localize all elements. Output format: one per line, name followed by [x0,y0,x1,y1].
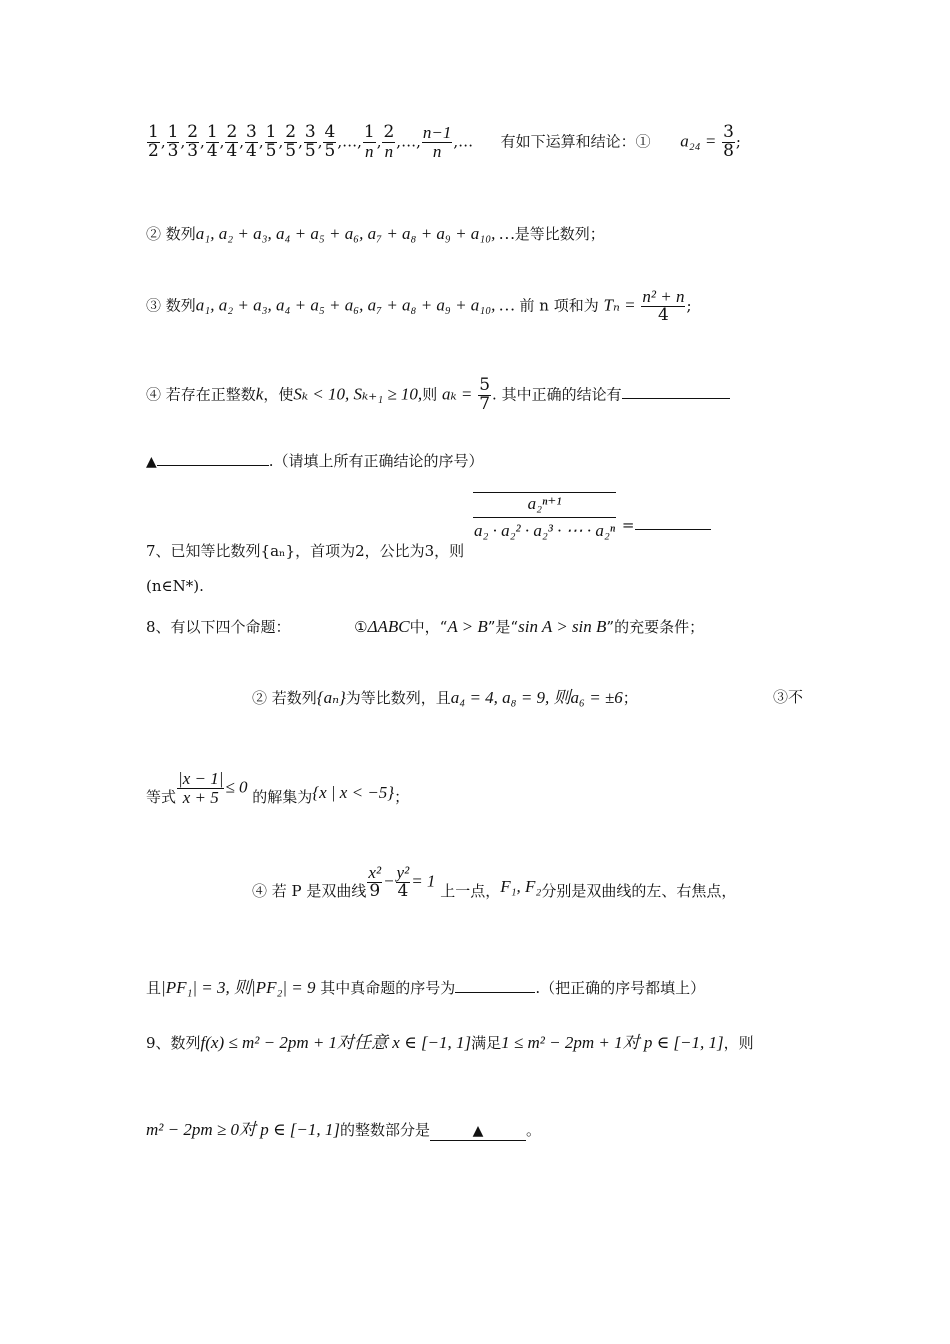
fraction: $\frac{n-1}{n}$ [422,123,452,161]
p4-n2: y² [396,863,410,882]
p4-b: 上一点， [440,882,501,901]
c2-seq: a₁, a₂ + a₃, a₄ + a₅ + a₆, a₇ + a₈ + a₉ + a₁₀, … [195,224,515,243]
c4-prefix: ④ 若存在正整数 [146,385,256,404]
fraction: $\frac{2}{4}$ [226,122,238,161]
p1-c: A > B [447,617,488,636]
answer-blank[interactable] [157,465,269,466]
p1-b: 中，“ [409,618,448,636]
fraction-5-7 [478,377,491,414]
question-7 [146,492,711,560]
question-8 [146,617,704,637]
p2-a: ② 若数列 [252,689,317,707]
triangle-icon: ▲ [146,454,157,470]
p3-fraction [177,770,224,807]
p3-num: |x − 1| [178,769,224,788]
answer-blank[interactable] [430,1121,526,1141]
seq-end: ,… [453,132,474,151]
answer-blank[interactable] [635,529,711,530]
p2-d: ； [622,689,638,707]
conclusion-4 [146,377,730,414]
c1-label: a₂₄ = [680,131,717,151]
p2-seq: {aₙ} [316,688,346,707]
p2-b: 为等比数列，且 [345,689,451,707]
q7-text: 7、已知等比数列{aₙ}，首项为2，公比为3，则 [146,541,465,560]
proposition-2 [252,688,638,708]
q9-h: 。 [526,1121,542,1139]
q7-domain: (n∈N*). [146,577,204,595]
p1-a: ① [354,618,368,636]
fraction: $\frac{3}{5}$ [304,122,316,161]
question-9 [146,1033,754,1053]
p4-eq: = 1 [411,871,436,891]
p1-d: ”是“ [487,618,519,636]
c4-den: 7 [479,393,491,414]
q7-eq: = [621,515,635,534]
intro-text: 有如下运算和结论：① [500,132,651,151]
p4-frac-y [396,864,411,901]
c3-end: ; [686,296,692,315]
proposition-4 [252,864,736,901]
triangle-icon: ▲ [472,1123,484,1139]
p4-h: .（把正确的序号都填上） [535,979,706,997]
p4-n1: x² [368,863,382,882]
p1-tri: ΔABC [367,617,410,636]
c3-den: 4 [658,304,669,325]
fraction: $\frac{1}{2}$ [148,122,159,161]
q7-den: a₂ · a₂² · a₂³ · ⋯ · a₂ⁿ [473,520,616,540]
answer-blank[interactable] [455,992,535,993]
p4-d2: 4 [397,880,409,901]
question-9-cont [146,1120,541,1141]
conclusion-3 [146,288,692,325]
conclusion-tail [146,452,484,471]
c3-num: n² + n [642,287,685,306]
c4-then: 则 [422,385,438,404]
p3-b: 等式 [146,788,177,807]
c4-suffix: . 其中正确的结论有 [492,385,622,404]
q7-num: a₂ⁿ⁺¹ [473,492,616,518]
conclusion-2 [146,224,605,244]
q9-f: m² − 2pm ≥ 0对 p ∈ [−1, 1] [146,1120,340,1139]
c4-mid: ，使 [263,385,294,404]
q7-domain-line [146,577,204,595]
answer-blank[interactable] [622,398,730,399]
p4-e: 且 [146,979,162,997]
c1-end: ; [735,132,741,151]
fraction: $\frac{2}{5}$ [285,122,297,161]
fraction: $\frac{1}{3}$ [167,122,179,161]
p4-g: 其中真命题的序号为 [320,979,456,997]
q9-e: ，则 [723,1034,754,1052]
p3-set: {x | x < −5} [312,783,395,803]
seq-tail: ,…, [337,132,362,151]
q9-b: f(x) ≤ m² − 2pm + 1对任意 x ∈ [−1, 1] [200,1033,472,1052]
p2-c: a₄ = 4, a₈ = 9, 则a₆ = ±6 [450,688,623,707]
p3-c: 的解集为 [252,788,313,807]
fraction: $\frac{4}{5}$ [324,122,336,161]
p4-a: ④ 若 P 是双曲线 [252,882,367,901]
c4-num: 5 [479,375,491,395]
c2-suffix: 是等比数列； [514,225,605,243]
c3-prefix: ③ 数列 [146,296,196,315]
proposition-4-cont [146,978,705,998]
fraction: $\frac{3}{4}$ [246,122,257,161]
p4-f: |PF₁| = 3, 则|PF₂| = 9 [161,978,316,997]
q9-d: 1 ≤ m² − 2pm + 1对 p ∈ [−1, 1] [501,1033,724,1052]
c3-T: Tₙ = [603,295,636,315]
c3-seq: a₁, a₂ + a₃, a₄ + a₅ + a₆, a₇ + a₈ + a₉ + a₁₀, … [195,295,515,315]
q7-fraction [473,492,616,540]
fraction: $\frac{2}{n}$ [383,122,395,161]
p3-d: ； [394,788,410,807]
q9-c: 满足 [471,1034,502,1052]
p3-den: x + 5 [182,787,219,807]
p1-f: ”的充要条件； [606,618,705,636]
p1-e: sin A > sin B [518,617,607,636]
p4-F: F₁, F₂ [500,877,542,897]
p4-frac-x [367,864,382,901]
fraction-3-8: $\frac{3}{8}$ [723,122,734,161]
fraction: $\frac{1}{4}$ [206,122,218,161]
proposition-3-start [773,688,803,706]
p4-minus: − [383,871,395,891]
fraction: $\frac{2}{3}$ [187,122,199,161]
q8-intro: 8、有以下四个命题： [146,618,291,636]
c4-cond: Sₖ < 10, Sₖ₊₁ ≥ 10, [293,384,423,404]
p3-a: ③不 [773,688,804,706]
p4-c: 分别是双曲线的左、右焦点， [541,882,737,901]
fraction: $\frac{1}{n}$ [363,122,375,161]
tail-text: .（请填上所有正确结论的序号） [268,452,484,470]
c3-mid: 前 n 项和为 [519,296,599,315]
c4-k: k [255,384,264,404]
p3-le: ≤ 0 [225,777,248,797]
proposition-3 [146,770,409,807]
fraction-tn [641,288,685,325]
q9-g: 的整数部分是 [340,1121,431,1139]
q9-a: 9、数列 [146,1034,201,1052]
c4-ak: aₖ = [441,384,473,404]
c2-prefix: ② 数列 [146,225,196,243]
fraction: $\frac{1}{5}$ [265,122,277,161]
p4-d1: 9 [369,880,381,901]
sequence-line: $\frac{1}{2}$ , $\frac{1}{3}$ , $\frac{2}{3}$ , $\frac{1}{4}$ , $\frac{2}{4}$ , $\frac{3}{4}$ , $\frac{1}{5}$ , $\frac{2}{5}$ , $\frac{3}{5}$ , $\frac{4}{5}$ ,…, $\frac{1}{n}$ , $\frac{2}{n}$ ,…, $\frac{n-1}{n}$ ,… 有如下运算和结论：① a₂₄ = $\frac{3}{8}$ ; [148,122,741,161]
